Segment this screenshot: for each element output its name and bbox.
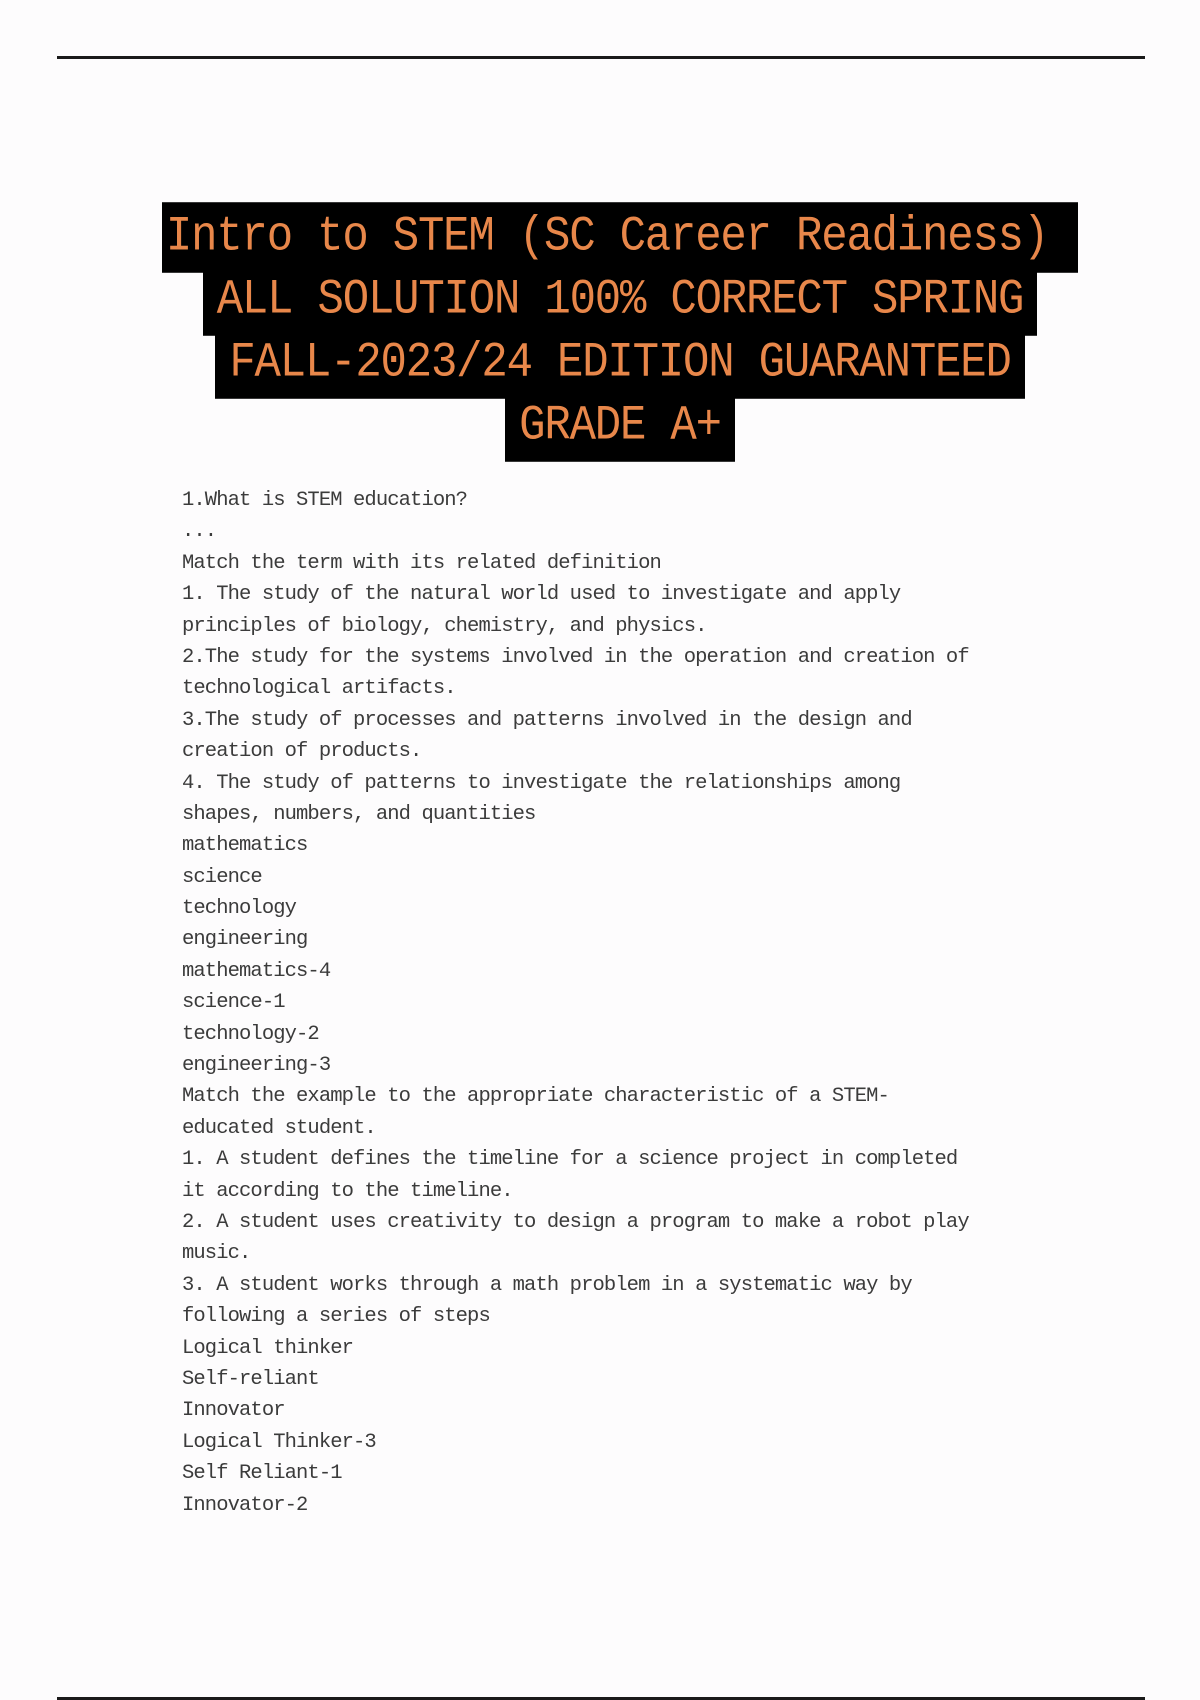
characteristic-text: Innovator <box>182 1399 285 1423</box>
header-rule <box>57 56 1145 59</box>
example-text: it according to the timeline. <box>182 1179 513 1203</box>
definition-text: shapes, numbers, and quantities <box>182 802 536 826</box>
ellipsis: ... <box>182 520 217 544</box>
definition-text: 2.The study for the systems involved in the operation and creation of <box>182 645 969 669</box>
answer-text: technology-2 <box>182 1022 319 1046</box>
term-text: mathematics <box>182 834 308 858</box>
term-text: science <box>182 865 262 889</box>
example-text: music. <box>182 1242 251 1266</box>
title-line: GRADE A+ <box>0 395 1200 458</box>
definition-text: creation of products. <box>182 740 422 764</box>
answer-text: mathematics-4 <box>182 959 331 983</box>
term-text: technology <box>182 897 297 921</box>
question-heading: 1.What is STEM education? <box>182 489 468 512</box>
example-text: following a series of steps <box>182 1305 490 1329</box>
characteristic-text: Logical thinker <box>182 1336 354 1360</box>
instruction-text: Match the term with its related definition <box>182 551 661 575</box>
definition-text: technological artifacts. <box>182 677 456 701</box>
example-text: 2. A student uses creativity to design a program to make a robot play <box>182 1210 969 1234</box>
document-body <box>182 485 1082 1521</box>
instruction-text: Match the example to the appropriate characteristic of a STEM- <box>182 1085 889 1109</box>
definition-text: 4. The study of patterns to investigate the relationships among <box>182 771 901 795</box>
document-title <box>0 206 1200 458</box>
example-text: 1. A student defines the timeline for a science project in completed <box>182 1148 958 1172</box>
instruction-text: educated student. <box>182 1116 376 1140</box>
definition-text: principles of biology, chemistry, and physics. <box>182 614 707 638</box>
answer-text: science-1 <box>182 991 285 1015</box>
answer-text: engineering-3 <box>182 1054 331 1078</box>
answer-text: Innovator-2 <box>182 1493 308 1517</box>
answer-text: Logical Thinker-3 <box>182 1430 376 1454</box>
term-text: engineering <box>182 928 308 952</box>
title-line: FALL-2023/24 EDITION GUARANTEED <box>0 332 1200 395</box>
title-line: ALL SOLUTION 100% CORRECT SPRING <box>0 269 1200 332</box>
characteristic-text: Self-reliant <box>182 1367 319 1391</box>
definition-text: 1. The study of the natural world used to investigate and apply <box>182 583 901 607</box>
title-line: Intro to STEM (SC Career Readiness) <box>0 206 1200 269</box>
definition-text: 3.The study of processes and patterns involved in the design and <box>182 708 912 732</box>
answer-text: Self Reliant-1 <box>182 1462 342 1486</box>
example-text: 3. A student works through a math problem in a systematic way by <box>182 1273 912 1297</box>
